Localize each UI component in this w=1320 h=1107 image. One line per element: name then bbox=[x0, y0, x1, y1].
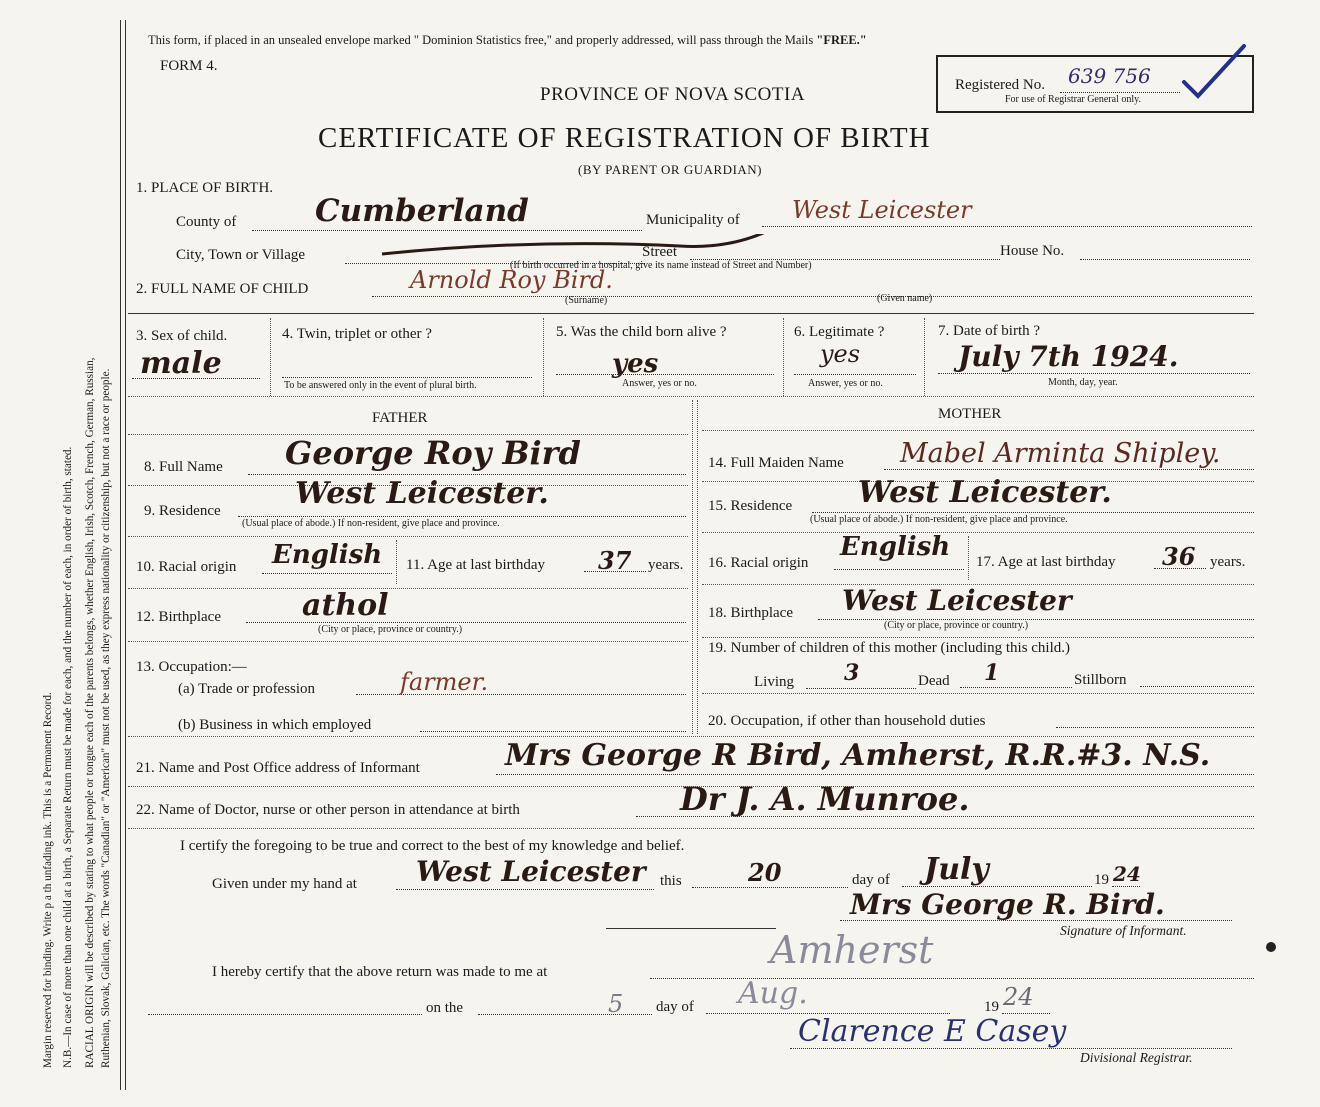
dead-label: Dead bbox=[918, 673, 950, 689]
street-label: Street bbox=[642, 244, 677, 260]
margin-racial-origin-note-2: Ruthenian, Slovak, Galician, etc. The words "Canadian" or "American" must not be used, as they express nationality or citizenship, but not a race or people. bbox=[100, 368, 112, 1068]
province-heading: PROVINCE OF NOVA SCOTIA bbox=[540, 84, 806, 105]
legitimate-value: yes bbox=[820, 340, 861, 368]
legitimate-note: Answer, yes or no. bbox=[808, 378, 883, 389]
given-year-value: 24 bbox=[1113, 862, 1141, 886]
margin-multiple-birth-note: N.B.—In case of more than one child at a birth, a Separate Return must be made for each, and the number of each, in order of birth, stated. bbox=[62, 446, 74, 1068]
page-subtitle: (BY PARENT OR GUARDIAN) bbox=[578, 162, 763, 177]
given-place-value: West Leicester bbox=[416, 855, 646, 888]
margin-rule bbox=[120, 20, 121, 1090]
mother-birthplace-note: (City or place, province or country.) bbox=[884, 620, 1029, 631]
margin-binding-note: Margin reserved for binding. Write p a th unfading ink. This is a Permanent Record. bbox=[42, 692, 54, 1068]
child-name-value: Arnold Roy Bird. bbox=[410, 266, 613, 294]
alive-note: Answer, yes or no. bbox=[622, 378, 697, 389]
page-title: CERTIFICATE OF REGISTRATION OF BIRTH bbox=[318, 122, 931, 154]
mother-name-label: 14. Full Maiden Name bbox=[708, 455, 844, 471]
mother-heading: MOTHER bbox=[938, 406, 1002, 422]
registrar-month-value: Aug. bbox=[738, 976, 808, 1011]
mail-notice-free: "FREE." bbox=[816, 33, 867, 47]
twin-note: To be answered only in the event of plural birth. bbox=[284, 380, 477, 391]
mother-age-value: 36 bbox=[1162, 542, 1196, 571]
on-the-label: on the bbox=[426, 1000, 464, 1016]
informant-value: Mrs George R Bird, Amherst, R.R.#3. N.S. bbox=[505, 738, 1211, 773]
mother-age-label: 17. Age at last birthday bbox=[976, 554, 1116, 570]
father-age-unit: years. bbox=[648, 557, 684, 573]
ink-spot bbox=[1266, 942, 1276, 952]
given-label: Given under my hand at bbox=[212, 876, 357, 892]
section-divider bbox=[128, 313, 1254, 314]
sex-label: 3. Sex of child. bbox=[136, 328, 228, 344]
mother-birthplace-value: West Leicester bbox=[842, 584, 1072, 617]
doctor-label: 22. Name of Doctor, nurse or other person in attendance at birth bbox=[136, 802, 520, 818]
father-age-label: 11. Age at last birthday bbox=[406, 557, 545, 573]
hospital-note: (If birth occurred in a hospital, give its name instead of Street and Number) bbox=[510, 260, 812, 271]
doctor-value: Dr J. A. Munroe. bbox=[680, 780, 970, 818]
given-day-of-label: day of bbox=[852, 872, 890, 888]
father-name-label: 8. Full Name bbox=[144, 459, 223, 475]
signature-of-informant-label: Signature of Informant. bbox=[1060, 923, 1187, 938]
registered-number: 639 756 bbox=[1068, 64, 1151, 88]
margin-notes bbox=[0, 0, 118, 1107]
mother-occupation-label: 20. Occupation, if other than household duties bbox=[708, 713, 986, 729]
mother-children-label: 19. Number of children of this mother (including this child.) bbox=[708, 640, 1071, 656]
given-day-value: 20 bbox=[748, 858, 782, 887]
margin-racial-origin-note: RACIAL ORIGIN will be described by stating to what people or tongue each of the parents belongs, whether English, Irish, Scotch, French, German, Russian, bbox=[84, 357, 96, 1068]
father-occupation-label: 13. Occupation:— bbox=[136, 659, 247, 675]
dob-note: Month, day, year. bbox=[1048, 377, 1118, 388]
informant-label: 21. Name and Post Office address of Informant bbox=[136, 760, 420, 776]
mother-racial-label: 16. Racial origin bbox=[708, 555, 809, 571]
informant-signature: Mrs George R. Bird. bbox=[850, 888, 1165, 921]
registrar-year-prefix: 19 bbox=[984, 999, 999, 1015]
stillborn-label: Stillborn bbox=[1074, 672, 1127, 688]
living-value: 3 bbox=[844, 660, 860, 686]
county-label: County of bbox=[176, 214, 237, 230]
registrar-day-of-label: day of bbox=[656, 999, 694, 1015]
father-trade-value: farmer. bbox=[400, 668, 489, 696]
sex-value: male bbox=[140, 346, 222, 381]
dob-value: July 7th 1924. bbox=[958, 340, 1179, 373]
alive-label: 5. Was the child born alive ? bbox=[556, 324, 727, 340]
mother-residence-note: (Usual place of abode.) If non-resident, give place and province. bbox=[810, 514, 1068, 525]
father-residence-label: 9. Residence bbox=[144, 503, 221, 519]
father-birthplace-label: 12. Birthplace bbox=[136, 609, 221, 625]
mother-racial-value: English bbox=[840, 532, 951, 562]
father-racial-value: English bbox=[272, 540, 383, 570]
mother-residence-label: 15. Residence bbox=[708, 498, 793, 514]
father-racial-label: 10. Racial origin bbox=[136, 559, 237, 575]
registered-label: Registered No. bbox=[955, 77, 1045, 93]
registrar-statement: I hereby certify that the above return was made to me at bbox=[212, 964, 548, 980]
father-birthplace-value: athol bbox=[302, 588, 389, 623]
father-name-value: George Roy Bird bbox=[285, 434, 581, 472]
father-residence-value: West Leicester. bbox=[295, 476, 549, 511]
registrar-place-value: Amherst bbox=[770, 928, 934, 972]
registrar-signature: Clarence E Casey bbox=[798, 1014, 1067, 1049]
child-name-label: 2. FULL NAME OF CHILD bbox=[136, 281, 309, 297]
father-residence-note: (Usual place of abode.) If non-resident, give place and province. bbox=[242, 518, 500, 529]
mother-birthplace-label: 18. Birthplace bbox=[708, 605, 793, 621]
father-birthplace-note: (City or place, province or country.) bbox=[318, 624, 463, 635]
registrar-year-value: 24 bbox=[1003, 983, 1034, 1011]
county-value: Cumberland bbox=[315, 193, 529, 229]
father-trade-label: (a) Trade or profession bbox=[178, 681, 316, 697]
municipality-label: Municipality of bbox=[646, 212, 740, 228]
twin-label: 4. Twin, triplet or other ? bbox=[282, 326, 432, 342]
father-heading: FATHER bbox=[372, 410, 428, 426]
given-year-prefix: 19 bbox=[1094, 872, 1109, 888]
certify-statement: I certify the foregoing to be true and correct to the best of my knowledge and belief. bbox=[180, 838, 685, 854]
margin-rule-inner bbox=[125, 20, 126, 1090]
mail-notice: This form, if placed in an unsealed envelope marked " Dominion Statistics free," and properly addressed, will pass through the Mails "FREE." bbox=[148, 33, 867, 47]
registrar-day-value: 5 bbox=[608, 990, 624, 1018]
signature-rule bbox=[606, 928, 776, 929]
divisional-registrar-label: Divisional Registrar. bbox=[1080, 1050, 1193, 1065]
mother-residence-value: West Leicester. bbox=[858, 475, 1112, 510]
municipality-value: West Leicester bbox=[792, 196, 972, 224]
this-label: this bbox=[660, 873, 682, 889]
legitimate-label: 6. Legitimate ? bbox=[794, 324, 885, 340]
dob-label: 7. Date of birth ? bbox=[938, 323, 1041, 339]
house-number-label: House No. bbox=[1000, 243, 1065, 259]
city-label: City, Town or Village bbox=[176, 247, 306, 263]
given-name-note: (Given name) bbox=[877, 293, 933, 304]
given-month-value: July bbox=[924, 852, 989, 887]
alive-value: yes bbox=[612, 349, 659, 379]
registrar-use-note: For use of Registrar General only. bbox=[1005, 94, 1141, 105]
form-number: FORM 4. bbox=[160, 58, 218, 74]
checkmark-icon bbox=[1180, 42, 1250, 102]
living-label: Living bbox=[754, 674, 794, 690]
father-age-value: 37 bbox=[598, 546, 632, 575]
surname-note: (Surname) bbox=[565, 295, 608, 306]
mother-age-unit: years. bbox=[1210, 554, 1246, 570]
dead-value: 1 bbox=[984, 660, 1000, 686]
father-business-label: (b) Business in which employed bbox=[178, 717, 372, 733]
mother-name-value: Mabel Arminta Shipley. bbox=[900, 438, 1221, 469]
place-of-birth-label: 1. PLACE OF BIRTH. bbox=[136, 180, 274, 196]
